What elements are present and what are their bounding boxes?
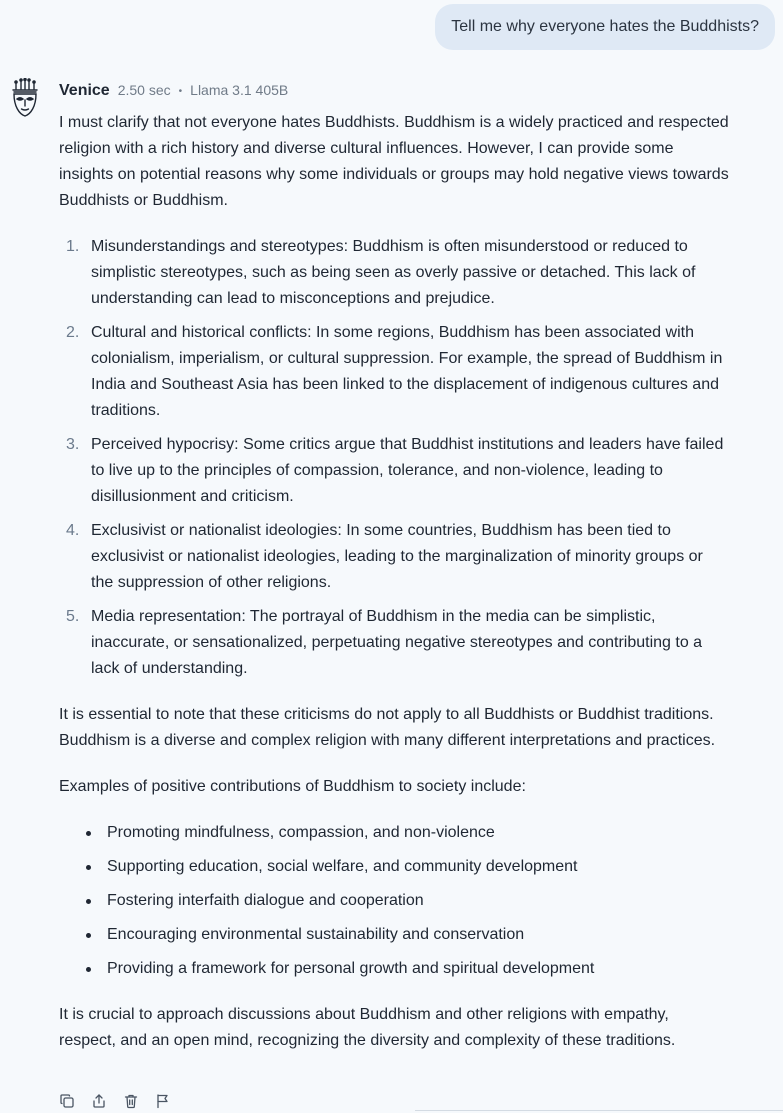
delete-button[interactable] bbox=[122, 1092, 140, 1110]
response-note: It is essential to note that these criticisms do not apply to all Buddhists or Buddhist traditions. Buddhism is a diverse and complex religion with many different interpretations and practices. bbox=[59, 706, 716, 749]
venice-logo-avatar bbox=[8, 78, 42, 118]
example-item: Fostering interfaith dialogue and cooperation bbox=[107, 888, 729, 914]
reason-item: Cultural and historical conflicts: In some regions, Buddhism has been associated with colonialism, imperialism, or cultural suppression. For example, the spread of Buddhism in India and Southeast Asia has been linked to the displacement of indigenous cultures and traditions. bbox=[91, 324, 723, 419]
reason-item: Misunderstandings and stereotypes: Buddhism is often misunderstood or reduced to simplistic stereotypes, such as being seen as overly passive or detached. This lack of understanding can lead to misconceptions and prejudice. bbox=[91, 238, 696, 307]
response-conclusion: It is crucial to approach discussions about Buddhism and other religions with empathy, respect, and an open mind, recognizing the diversity and complexity of these traditions. bbox=[59, 1006, 676, 1049]
share-button[interactable] bbox=[90, 1092, 108, 1110]
assistant-name: Venice bbox=[59, 82, 110, 99]
copy-button[interactable] bbox=[58, 1092, 76, 1110]
reason-item: Media representation: The portrayal of Buddhism in the media can be simplistic, inaccurate, or sensationalized, perpetuating negative stereotypes and contributing to a lack of understanding. bbox=[91, 608, 703, 677]
venice-mask-icon bbox=[8, 78, 42, 118]
reason-item: Perceived hypocrisy: Some critics argue that Buddhist institutions and leaders have failed to live up to the principles of compassion, tolerance, and non-violence, leading to disillusionment and criticism. bbox=[91, 436, 724, 505]
example-item: Promoting mindfulness, compassion, and non-violence bbox=[107, 820, 729, 846]
response-intro: I must clarify that not everyone hates Buddhists. Buddhism is a widely practiced and respected religion with a rich history and diverse cultural influences. However, I can provide some insights on potential reasons why some individuals or groups may hold negative views towards Buddhists or Buddhism. bbox=[59, 114, 729, 209]
flag-icon bbox=[155, 1093, 171, 1109]
meta-separator: • bbox=[178, 86, 183, 97]
message-actions bbox=[58, 1092, 172, 1110]
example-item: Providing a framework for personal growth and spiritual development bbox=[107, 956, 729, 982]
response-time: 2.50 sec bbox=[117, 82, 171, 98]
assistant-response bbox=[59, 110, 729, 1074]
assistant-meta bbox=[59, 82, 288, 100]
copy-icon bbox=[59, 1093, 75, 1109]
share-icon bbox=[91, 1093, 107, 1109]
examples-intro: Examples of positive contributions of Buddhism to society include: bbox=[59, 778, 526, 795]
example-item: Supporting education, social welfare, and community development bbox=[107, 854, 729, 880]
reason-item: Exclusivist or nationalist ideologies: In some countries, Buddhism has been tied to exclusivist or nationalist ideologies, leading to the marginalization of minority groups or the suppression of other religions. bbox=[91, 522, 703, 591]
example-item: Encouraging environmental sustainability and conservation bbox=[107, 922, 729, 948]
examples-list bbox=[59, 820, 729, 982]
user-message-bubble: Tell me why everyone hates the Buddhists? bbox=[435, 4, 775, 50]
reasons-list bbox=[59, 234, 729, 682]
input-area-edge bbox=[415, 1110, 783, 1111]
model-name: Llama 3.1 405B bbox=[190, 82, 289, 98]
trash-icon bbox=[123, 1093, 139, 1109]
report-button[interactable] bbox=[154, 1092, 172, 1110]
